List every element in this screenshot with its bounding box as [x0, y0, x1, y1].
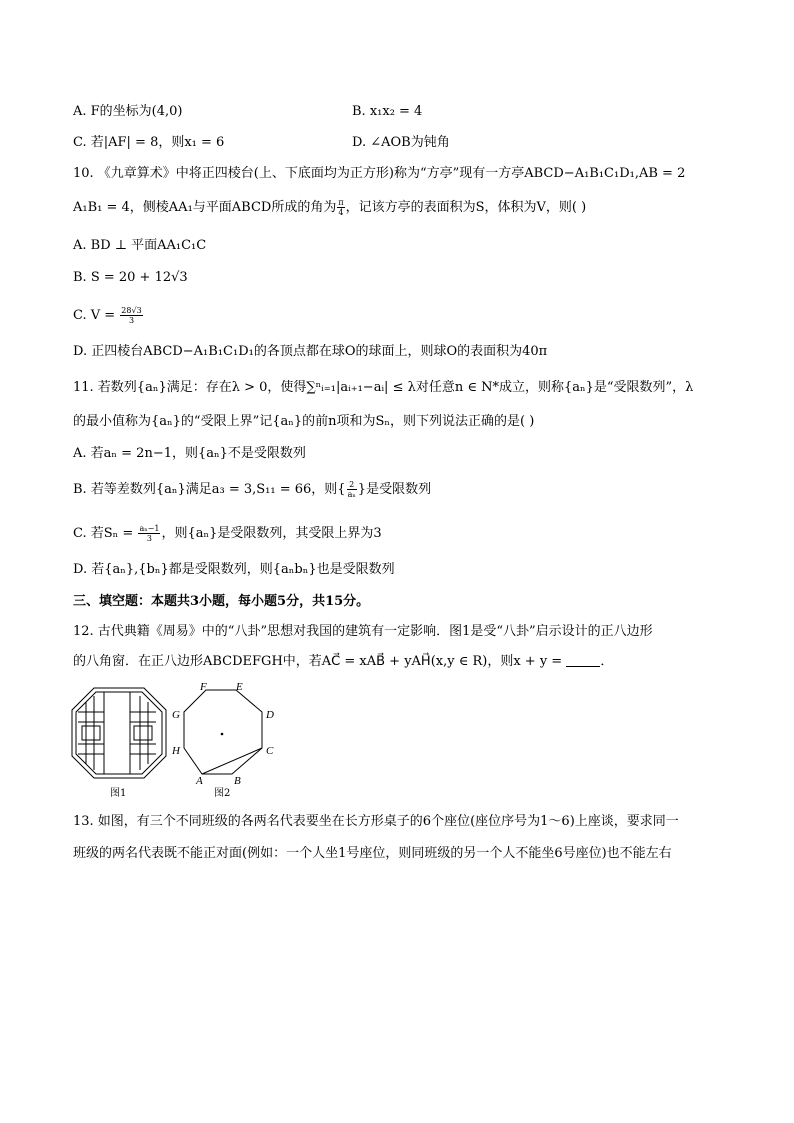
q10-angle-den: 4 [338, 208, 344, 217]
q11-option-b-a: B. 若等差数列{aₙ}满足a₃ = 3,S₁₁ = 66，则{ [73, 482, 346, 497]
vertex-label-c: C [266, 745, 274, 757]
vertex-label-h: H [172, 745, 180, 757]
q10-stem-line2-b: ，记该方亭的表面积为S，体积为V，则( ) [345, 200, 587, 215]
q10-option-c [73, 306, 144, 326]
vertex-label-g: G [172, 709, 180, 721]
q13-line1: 13. 如图，有三个不同班级的各两名代表要坐在长方形桌子的6个座位(座位序号为1～6)上座谈，要求同一 [73, 814, 679, 829]
figure1-window [72, 688, 166, 778]
q10-volume-num: 28√3 [121, 306, 142, 315]
q11-option-c [73, 524, 382, 544]
q13-line2: 班级的两名代表既不能正对面(例如：一个人坐1号座位，则同班级的另一个人不能坐6号座位)也不能左右 [73, 846, 672, 861]
q11-b-num: 2 [347, 480, 357, 490]
q10-option-b: B. S = 20 + 12√3 [73, 270, 188, 285]
q9-option-a: A. F的坐标为(4,0) [73, 104, 183, 119]
q10-volume-fraction [120, 306, 142, 325]
vertex-label-f: F [200, 682, 207, 693]
q11-stem-line1: 11. 若数列{aₙ}满足：存在λ > 0，使得∑ⁿᵢ₌₁|aᵢ₊₁−aᵢ| ≤ λ对任意n ∈ N*成立，则称{aₙ}是“受限数列”，λ [73, 380, 694, 395]
figure1-caption: 图1 [110, 788, 127, 799]
q11-stem-line2: 的最小值称为{aₙ}的“受限上界”记{aₙ}的前n项和为Sₙ，则下列说法正确的是( ) [73, 414, 535, 429]
q12-line2-b: ． [600, 654, 614, 669]
q10-angle-fraction [337, 198, 344, 217]
figure2-octagon [184, 690, 262, 774]
answer-blank[interactable] [566, 654, 600, 667]
q11-option-d: D. 若{aₙ},{bₙ}都是受限数列，则{aₙbₙ}也是受限数列 [73, 562, 395, 577]
q12-line2-a: 的八角窗．在正八边形ABCDEFGH中，若AC⃗ = xAB⃗ + yAH⃗(x,y ∈ R)，则x + y = [73, 654, 567, 669]
octagon-figures [70, 682, 290, 800]
vertex-label-a: A [196, 775, 203, 787]
q11-option-c-b: ，则{aₙ}是受限数列，其受限上界为3 [161, 526, 382, 541]
q9-option-d: D. ∠AOB为钝角 [352, 135, 450, 150]
q10-option-c-prefix: C. V = [73, 308, 120, 323]
section-heading: 三、填空题：本题共3小题，每小题5分，共15分。 [73, 594, 370, 609]
vertex-label-d: D [266, 709, 274, 721]
q11-b-den: aₙ [347, 490, 356, 499]
q11-c-den: 3 [146, 534, 152, 543]
q10-stem-line1: 10. 《九章算术》中将正四棱台(上、下底面均为正方形)称为“方亭”现有一方亭ABCD−A₁B₁C₁D₁,AB = 2 [73, 166, 686, 181]
q12-line2 [73, 652, 613, 672]
octagon-center-point [221, 733, 224, 736]
q10-angle-num: π [338, 198, 344, 207]
q11-option-b [73, 480, 431, 500]
figure2-caption: 图2 [214, 788, 231, 799]
q11-option-b-b: }是受限数列 [357, 482, 432, 497]
q10-stem-line2 [73, 198, 586, 218]
q10-volume-den: 3 [128, 316, 135, 325]
q10-option-a: A. BD ⊥ 平面AA₁C₁C [73, 238, 207, 253]
q11-c-fraction [138, 524, 160, 543]
q12-line1: 12. 古代典籍《周易》中的“八卦”思想对我国的建筑有一定影响．图1是受“八卦”启示设计的正八边形 [73, 624, 653, 639]
q11-c-num: aₙ−1 [139, 524, 160, 533]
q11-b-fraction [347, 480, 357, 499]
q10-option-d: D. 正四棱台ABCD−A₁B₁C₁D₁的各顶点都在球O的球面上，则球O的表面积为40π [73, 344, 548, 359]
q9-option-b: B. x₁x₂ = 4 [352, 104, 423, 119]
q11-option-c-a: C. 若Sₙ = [73, 526, 138, 541]
q9-option-c: C. 若|AF| = 8，则x₁ = 6 [73, 135, 225, 150]
q10-stem-line2-a: A₁B₁ = 4，侧棱AA₁与平面ABCD所成的角为 [73, 200, 337, 215]
vertex-label-e: E [236, 682, 243, 693]
q11-option-a: A. 若aₙ = 2n−1，则{aₙ}不是受限数列 [73, 446, 306, 461]
vertex-label-b: B [234, 775, 241, 787]
